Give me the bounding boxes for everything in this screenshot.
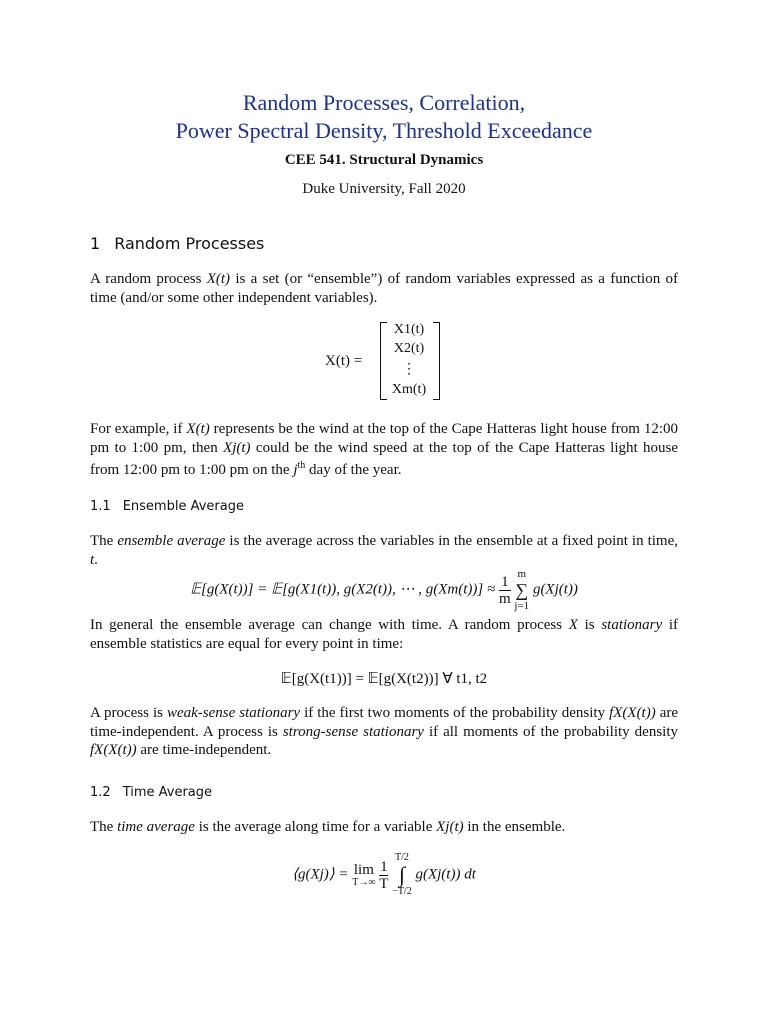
matrix-lhs: X(t) = xyxy=(325,353,363,369)
document-title-line1: Random Processes, Correlation, xyxy=(242,90,526,115)
document-title-line2: Power Spectral Density, Threshold Exceedance xyxy=(175,118,593,143)
course-name: CEE 541. Structural Dynamics xyxy=(284,152,484,168)
section-title: Random Processes xyxy=(114,234,265,253)
right-bracket xyxy=(433,322,440,400)
affiliation: Duke University, Fall 2020 xyxy=(302,181,466,197)
section-1-heading xyxy=(90,234,264,253)
matrix-row-3: ⋮ xyxy=(402,362,416,377)
paragraph-example: For example, if X(t) represents be the wind at the top of the Cape Hatteras light house from 12:00 pm to 1:00 pm, then Xj(t) could be the wind speed at the top of the Cape Hatteras light house from 12:00 pm to 1:00 pm on the $j^{th}$ day of the year. xyxy=(90,421,679,478)
left-bracket xyxy=(380,322,387,400)
paragraph-intro: A random process X(t) is a set (or “ensemble”) of random variables expressed as a function of time (and/or some other independent variables). xyxy=(90,271,678,306)
paragraph-time-average: The time average is the average along time for a variable Xj(t) in the ensemble. xyxy=(90,819,566,835)
matrix-row-1: X1(t) xyxy=(393,322,425,337)
random-process-matrix xyxy=(325,320,455,402)
paragraph-sense-stationary: A process is weak-sense stationary if the first two moments of the probability density fX(X(t)) are time-independent. A process is strong-sense stationary if all moments of the probability density fX(X(t)) are time-independent. xyxy=(90,705,679,758)
equation-ensemble-average: 𝔼[g(X(t))] = 𝔼[g(X1(t)), g(X2(t)), ⋯ , g(Xm(t))] ≈ $\frac{1}{m}$ m ∑ j=1 g(Xj(t)) xyxy=(190,568,578,612)
equation-stationary: 𝔼[g(X(t1))] = 𝔼[g(X(t2))] ∀ t1, t2 xyxy=(280,671,488,687)
matrix-row-2: X2(t) xyxy=(393,341,425,356)
section-1-2-heading: 1.2 Time Average xyxy=(90,785,213,800)
paragraph-ensemble-average: The ensemble average is the average across the variables in the ensemble at a fixed point in time, t. xyxy=(90,533,678,568)
matrix-row-4: Xm(t) xyxy=(391,382,427,397)
paragraph-stationary: In general the ensemble average can change with time. A random process X is stationary if ensemble statistics are equal for every point in time: xyxy=(90,617,679,652)
section-1-1-heading: 1.1 Ensemble Average xyxy=(90,499,244,514)
section-number: 1 xyxy=(90,234,101,253)
equation-time-average: ⟨g(Xj)⟩ = lim T→∞ $\frac{1}{T}$ T/2 ∫ −T/2 g(Xj(t)) dt xyxy=(292,852,476,897)
